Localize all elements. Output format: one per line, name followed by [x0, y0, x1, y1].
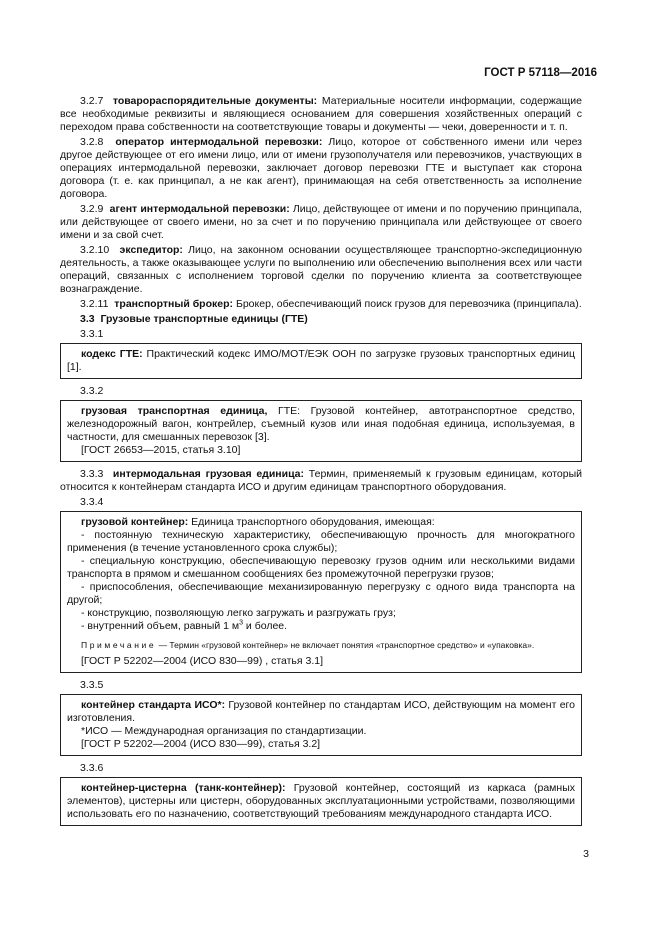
term-box-3-3-6: контейнер-цистерна (танк-контейнер): Грузовой контейнер, состоящий из каркаса (рамных элементов), цистерны или цистерн, оборудованных эксплуатационными устройствами, позволяющими использовать его по назначению, соответствующий требованиям международного стандарта ИСО.: [60, 777, 582, 826]
term-box-3-3-1: кодекс ГТЕ: Практический кодекс ИМО/МОТ/ЕЭК ООН по загрузке грузовых транспортных единиц [1].: [60, 343, 582, 379]
list-item: - внутренний объем, равный 1 $м^3$ и более.: [81, 619, 288, 632]
entry-3-2-10: 3.2.10 экспедитор: Лицо, на законном основании осуществляющее транспортно-экспедиционную деятельность, а также оказывающее услуги по выполнению или обеспечению выполнения всех или части операций, связанных с исполнением торговой сделки по поручению клиента за соответствующее вознаграждение.: [60, 244, 582, 295]
term-box-3-3-4: грузовой контейнер: Единица транспортного оборудования, имеющая: - постоянную техническую характеристику, обеспечивающую прочность для многократного применения (в течение установленного срока службы); - специальную конструкцию, обеспечивающую перевозку грузов одним или несколькими видами транспорта в прямом и смешанном сообщениях без промежуточной перегрузки грузов; - приспособления, обеспечивающие механизированную перегрузку с одного вида транспорта на другой; - конструкцию, позволяющую легко загружать и разгружать груз; - внутренний объем, равный 1 $м^3$ и более. Примечание — Термин «грузовой контейнер» не включает понятия «транспортное средство» и «упаковка». [ГОСТ Р 52202—2004 (ИСО 830—99) , статья 3.1]: [60, 511, 582, 673]
subsection-number: 3.3.2: [80, 385, 104, 397]
list-item: - конструкцию, позволяющую легко загружать и разгружать груз;: [81, 607, 396, 619]
entry-3-3-3: 3.3.3 интермодальная грузовая единица: Термин, применяемый к грузовым единицам, который относится к контейнерам стандарта ИСО и другим единицам транспортного оборудования.: [60, 468, 582, 493]
page-number: 3: [583, 848, 589, 860]
term: агент интермодальной перевозки:: [109, 203, 290, 215]
term: товарораспорядительные документы:: [112, 95, 318, 107]
term: контейнер-цистерна (танк-контейнер):: [81, 782, 286, 794]
term: кодекс ГТЕ:: [81, 348, 143, 360]
entry-3-2-7: 3.2.7 товарораспорядительные документы: Материальные носители информации, содержащие все необходимые реквизиты и являющиеся основанием для совершения хозяйственных операций с переходом права собственности на соответствующие товары и документы — чеки, доверенности и т. п.: [60, 95, 582, 133]
term-box-3-3-5: контейнер стандарта ИСО*: Грузовой контейнер по стандартам ИСО, действующим на момент его изготовления. *ИСО — Международная организация по стандартизации. [ГОСТ Р 52202—2004 (ИСО 830—99), статья 3.2]: [60, 694, 582, 756]
term: грузовой контейнер:: [81, 516, 189, 528]
entry-3-2-11: 3.2.11 транспортный брокер: Брокер, обеспечивающий поиск грузов для перевозчика (принципала).: [80, 298, 582, 310]
subsection-number: 3.3.1: [80, 328, 104, 340]
subsection-number: 3.3.5: [80, 679, 104, 691]
entry-3-2-9: 3.2.9 агент интермодальной перевозки: Лицо, действующее от имени и по поручению принципала, или действующее от своего имени, но за счет и по поручению принципала или действующее от своего имени и за свой счет.: [60, 203, 583, 241]
term-box-3-3-2: грузовая транспортная единица, ГТЕ: Грузовой контейнер, автотранспортное средство, железнодорожный вагон, контрейлер, съемный кузов или иная подобная единица, используемая, в частности, для смешанных перевозок [3]. [ГОСТ 26653—2015, статья 3.10]: [60, 400, 582, 462]
term: экспедитор:: [119, 244, 183, 256]
section-heading-3-3: 3.3 Грузовые транспортные единицы (ГТЕ): [80, 313, 308, 325]
list-item: - постоянную техническую характеристику, обеспечивающую прочность для многократного применения (в течение установленного срока службы);: [67, 529, 575, 554]
list-item: - приспособления, обеспечивающие механизированную перегрузку с одного вида транспорта на другой;: [67, 581, 575, 606]
term: грузовая транспортная единица,: [81, 405, 268, 417]
term: интермодальная грузовая единица:: [112, 468, 305, 480]
footnote: *ИСО — Международная организация по стандартизации.: [81, 725, 367, 737]
entry-3-2-8: 3.2.8 оператор интермодальной перевозки: Лицо, которое от собственного имени или через другое действующее от его имени лицо, или от имени грузополучателя или перевозчиков, участвующих в операциях интермодальной перевозки, заключает договор перевозки ГТЕ и выступает как сторона договора (т. е. как принципал, а не как агент), принимающая на себя ответственность за исполнение договора.: [60, 136, 582, 200]
source-reference: [ГОСТ 26653—2015, статья 3.10]: [81, 444, 241, 456]
source-reference: [ГОСТ Р 52202—2004 (ИСО 830—99), статья 3.2]: [81, 738, 321, 750]
note: Примечание — Термин «грузовой контейнер» не включает понятия «транспортное средство» и «упаковка».: [81, 640, 535, 650]
document-id: ГОСТ Р 57118—2016: [484, 67, 597, 79]
term: оператор интермодальной перевозки:: [115, 136, 323, 148]
list-item: - специальную конструкцию, обеспечивающую перевозку грузов одним или несколькими видами транспорта в прямом и смешанном сообщениях без промежуточной перегрузки грузов;: [67, 555, 575, 580]
subsection-number: 3.3.6: [80, 762, 104, 774]
source-reference: [ГОСТ Р 52202—2004 (ИСО 830—99) , статья 3.1]: [81, 655, 324, 667]
term: транспортный брокер:: [114, 298, 234, 310]
page-content: [60, 95, 582, 832]
note-label: Примечание: [81, 640, 157, 650]
subsection-number: 3.3.4: [80, 496, 104, 508]
term: контейнер стандарта ИСО*:: [81, 699, 226, 711]
